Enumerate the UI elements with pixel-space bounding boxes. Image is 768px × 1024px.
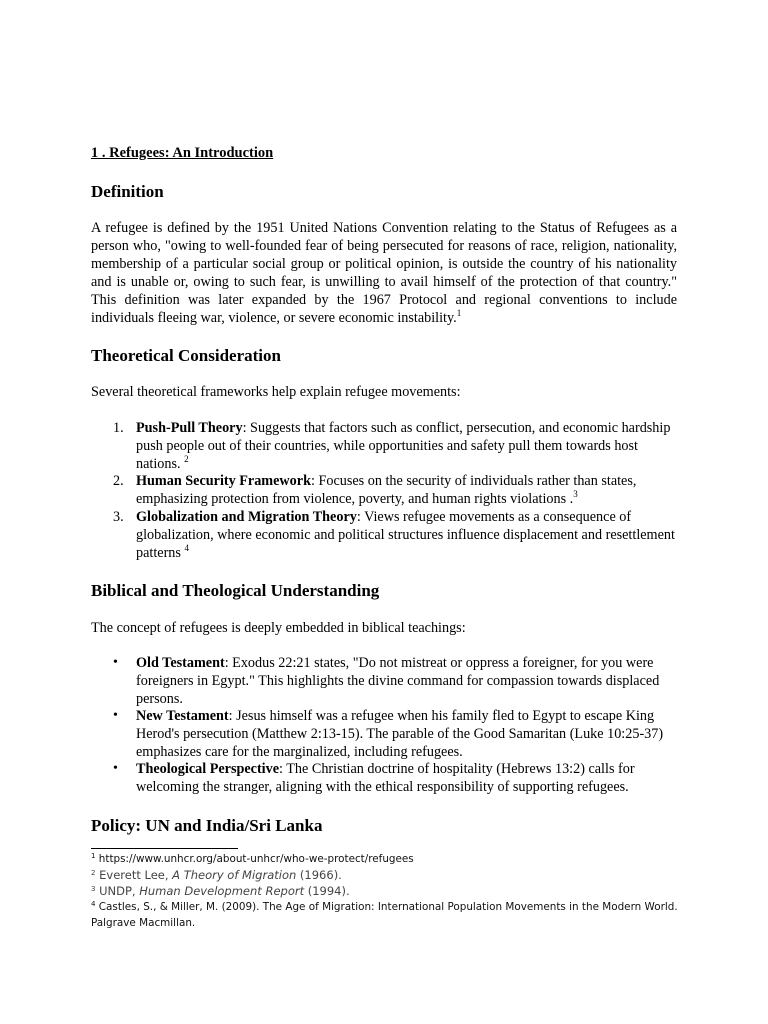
biblical-heading: Biblical and Theological Understanding bbox=[91, 581, 380, 600]
list-term: Theological Perspective bbox=[136, 761, 280, 777]
footnote-4 bbox=[91, 899, 691, 931]
list-text: : The Christian doctrine of hospitality (Hebrews 13:2) calls for welcoming the stranger, aligning with the ethical responsibility of supporting refugees. bbox=[136, 761, 635, 795]
definition-text: A refugee is defined by the 1951 United Nations Convention relating to the Status of Refugees as a person who, "owing to well-founded fear of being persecuted for reasons of race, religion, nationality, membership of a particular social group or political opinion, is outside the country of his nationality and is unable or, owing to such fear, is unwilling to avail himself of the protection of that country." This definition was later expanded by the 1967 Protocol and regional conventions to include individuals fleeing war, violence, or severe economic instability. bbox=[91, 220, 677, 326]
theory-intro: Several theoretical frameworks help explain refugee movements: bbox=[91, 384, 461, 400]
list-item bbox=[91, 419, 677, 472]
footnote-ref-2[interactable]: 2 bbox=[184, 454, 189, 464]
list-item bbox=[91, 508, 677, 562]
footnote-number: 1 bbox=[91, 852, 96, 860]
list-text: : Suggests that factors such as conflict, persecution, and economic hardship push people out of their countries, while opportunities and safety pull them towards host nations. bbox=[136, 420, 671, 472]
footnote-text: UNDP, bbox=[99, 884, 140, 898]
footnote-number: 4 bbox=[91, 900, 96, 908]
footnote-text: Everett Lee, bbox=[99, 868, 173, 882]
list-term: New Testament bbox=[136, 708, 229, 724]
footnote-ref-1[interactable]: 1 bbox=[456, 308, 462, 318]
footnote-1 bbox=[91, 851, 691, 867]
definition-paragraph bbox=[91, 219, 677, 327]
list-item bbox=[91, 707, 677, 760]
list-term: Globalization and Migration Theory bbox=[136, 509, 357, 525]
theory-list bbox=[91, 419, 677, 562]
list-item bbox=[91, 760, 677, 796]
bullet-icon: • bbox=[113, 708, 118, 723]
footnote-number: 2 bbox=[91, 869, 96, 877]
list-text: : Exodus 22:21 states, "Do not mistreat or oppress a foreigner, for you were foreigners in Egypt." This highlights the divine command for compassion towards displaced persons. bbox=[136, 655, 660, 707]
list-text: : Jesus himself was a refugee when his family fled to Egypt to escape King Herod's persecution (Matthew 2:13-15). The parable of the Good Samaritan (Luke 10:25-37) emphasizes care for the marginalized, including refugees. bbox=[136, 708, 664, 760]
policy-heading: Policy: UN and India/Sri Lanka bbox=[91, 816, 323, 835]
definition-heading: Definition bbox=[91, 182, 164, 201]
list-term: Human Security Framework bbox=[136, 473, 311, 489]
footnote-ref-3[interactable]: 3 bbox=[573, 489, 578, 499]
footnote-separator bbox=[91, 848, 238, 849]
bullet-icon: • bbox=[113, 761, 118, 776]
list-number: 2. bbox=[113, 473, 124, 489]
list-text: : Views refugee movements as a consequence of globalization, where economic and political structures influence displacement and resettlement patterns bbox=[136, 509, 675, 561]
theory-heading: Theoretical Consideration bbox=[91, 346, 281, 365]
biblical-list bbox=[91, 654, 677, 796]
footnote-text: Castles, S., & Miller, M. (2009). The Age of Migration: International Population Movements in the Modern World. Palgrave Macmillan. bbox=[91, 901, 678, 929]
biblical-intro: The concept of refugees is deeply embedded in biblical teachings: bbox=[91, 620, 466, 636]
footnote-text: (1966). bbox=[296, 868, 342, 882]
list-item bbox=[91, 472, 677, 508]
footnote-3 bbox=[91, 883, 691, 899]
footnote-number: 3 bbox=[91, 885, 96, 893]
list-number: 1. bbox=[113, 420, 124, 436]
list-number: 3. bbox=[113, 509, 124, 525]
footnote-link[interactable]: https://www.unhcr.org/about-unhcr/who-we-protect/refugees bbox=[98, 853, 414, 865]
list-text: : Focuses on the security of individuals rather than states, emphasizing protection from violence, poverty, and human rights violations . bbox=[136, 473, 637, 507]
list-term: Push-Pull Theory bbox=[136, 420, 243, 436]
footnote-title: A Theory of Migration bbox=[172, 868, 297, 882]
footnote-2 bbox=[91, 867, 691, 883]
footnotes bbox=[91, 851, 691, 931]
list-term: Old Testament bbox=[136, 655, 225, 671]
footnote-text: (1994). bbox=[304, 884, 350, 898]
footnote-ref-4[interactable]: 4 bbox=[184, 543, 189, 553]
chapter-title: 1 . Refugees: An Introduction bbox=[91, 145, 274, 161]
bullet-icon: • bbox=[113, 655, 118, 670]
footnote-title: Human Development Report bbox=[139, 884, 305, 898]
list-item bbox=[91, 654, 677, 707]
